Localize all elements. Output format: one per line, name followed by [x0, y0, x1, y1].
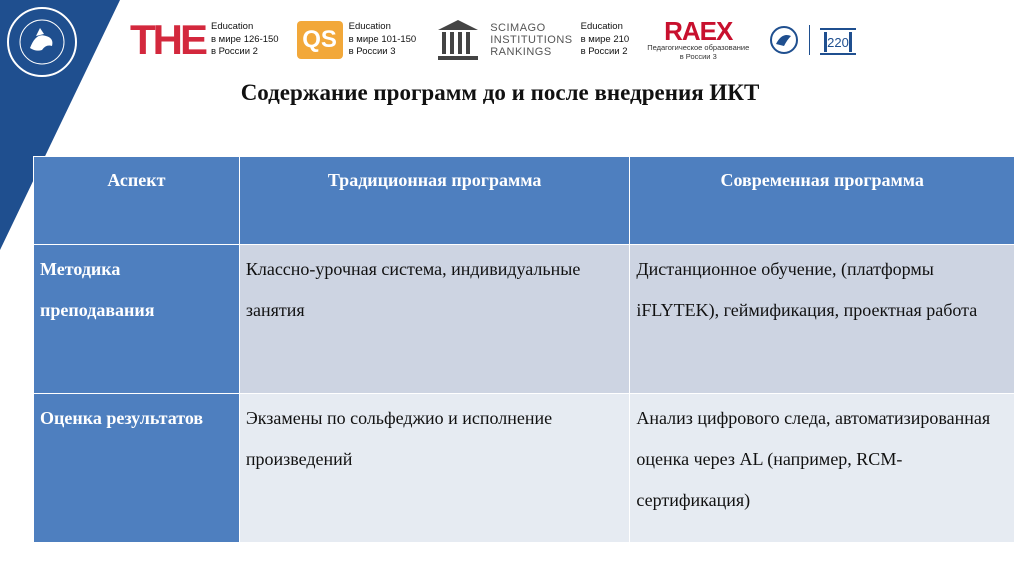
- scimago-rank-line3: в России 2: [580, 46, 628, 58]
- kfu-logo-icon: [6, 6, 78, 78]
- the-logo: THE: [130, 16, 205, 63]
- the-line3: в России 2: [211, 46, 258, 58]
- qs-line2: в мире 101-150: [348, 33, 417, 45]
- scimago-line2: INSTITUTIONS: [490, 34, 573, 46]
- qs-line3: в России 3: [348, 46, 396, 58]
- scimago-ranking: [434, 18, 629, 62]
- the-line2: в мире 126-150: [211, 33, 279, 45]
- raex-line2: в России 3: [679, 52, 717, 61]
- qs-line1: Education: [348, 21, 391, 33]
- ranking-header: [130, 14, 858, 66]
- scimago-rank-line1: Education: [580, 21, 623, 33]
- raex-logo: RAEX: [664, 16, 733, 46]
- scimago-building-icon: [434, 18, 482, 62]
- header-traditional: Традиционная программа: [239, 157, 630, 245]
- aspect-cell: Методика преподавания: [34, 245, 240, 394]
- modern-cell: Дистанционное обучение, (платформы iFLYTEK), геймификация, проектная работа: [630, 245, 1015, 394]
- scimago-line1: SCIMAGO: [490, 22, 546, 34]
- modern-cell: Анализ цифрового следа, автоматизированная оценка через AL (например, RCM-сертификация): [630, 394, 1015, 543]
- aspect-cell: Оценка результатов: [34, 394, 240, 543]
- header-aspect: Аспект: [34, 157, 240, 245]
- table-row: [34, 394, 1015, 543]
- raex-ranking: [647, 16, 750, 61]
- scimago-line3: RANKINGS: [490, 46, 552, 58]
- the-ranking: [130, 16, 279, 63]
- header-modern: Современная программа: [630, 157, 1015, 245]
- traditional-cell: Экзамены по сольфеджио и исполнение произведений: [239, 394, 630, 543]
- the-line1: Education: [211, 21, 254, 33]
- scimago-rank-line2: в мире 210: [580, 33, 630, 45]
- qs-ranking: [297, 21, 417, 59]
- comparison-table: [33, 156, 1015, 543]
- traditional-cell: Классно-урочная система, индивидуальные занятия: [239, 245, 630, 394]
- page-title: Содержание программ до и после внедрения ИКТ: [240, 80, 760, 105]
- divider: [809, 25, 810, 55]
- table-header-row: [34, 157, 1015, 245]
- svg-text:220: 220: [827, 35, 850, 50]
- table-row: [34, 245, 1015, 394]
- emblem-icon: [767, 24, 801, 56]
- institute-logo-icon: [818, 23, 858, 57]
- raex-line1: Педагогическое образование: [647, 43, 750, 52]
- qs-logo: QS: [297, 21, 343, 59]
